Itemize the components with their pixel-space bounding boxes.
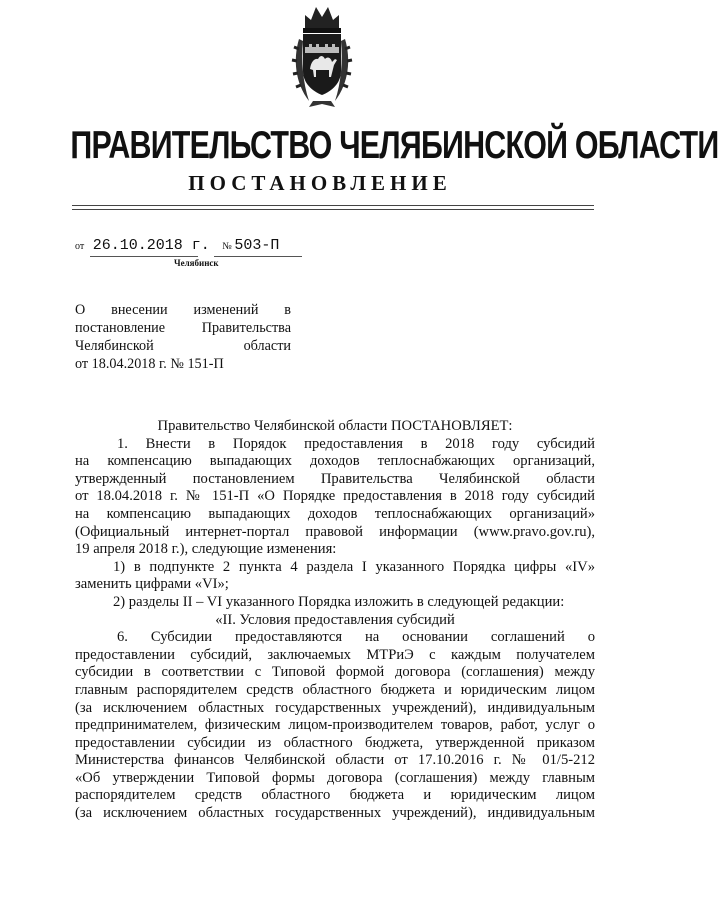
body-line: Министерства финансов Челябинской области от 17.10.2016 г. № 01/5-212 [75, 752, 595, 769]
body-line: «Об утверждении Типовой формы договора (соглашения) между главным [75, 769, 595, 786]
subject-line: О внесении изменений в [75, 302, 291, 318]
body-line: главным распорядителем средств областного бюджета и юридическим лицом [75, 681, 595, 698]
body-line: (за исключением областных государственных учреждений), индивидуальным [75, 699, 595, 716]
body-line: 1. Внести в Порядок предоставления в 2018 году субсидий [117, 435, 595, 452]
document-type: ПОСТАНОВЛЕНИЕ [188, 171, 452, 195]
body-line: (Официальный интернет-портал правовой информации (www.pravo.gov.ru), [75, 523, 595, 540]
body-line: 19 апреля 2018 г.), следующие изменения: [75, 541, 337, 558]
subject-line: от 18.04.2018 г. № 151-П [75, 356, 224, 372]
preamble: Правительство Челябинской области ПОСТАНОВЛЯЕТ: [157, 418, 513, 434]
government-title: ПРАВИТЕЛЬСТВО ЧЕЛЯБИНСКОЙ ОБЛАСТИ [70, 124, 718, 167]
body-line: предоставлении субсидии из областного бюджета, утвержденной приказом [75, 734, 595, 751]
body-line: субсидии в соответствии с Типовой формой договора (соглашения) между [75, 664, 595, 681]
document-subject [75, 301, 291, 373]
body-line: 2) разделы II – VI указанного Порядка изложить в следующей редакции: [113, 593, 565, 610]
body-line: 1) в подпункте 2 пункта 4 раздела I указанного Порядка цифры «IV» [113, 558, 595, 575]
body-line: заменить цифрами «VI»; [75, 576, 229, 593]
body-line: на компенсацию выпадающих доходов теплоснабжающих организаций, [75, 453, 595, 470]
header-divider-top [72, 205, 594, 206]
body-line: от 18.04.2018 г. № 151-П «О Порядке предоставления в 2018 году субсидий [75, 488, 595, 505]
subject-line: постановление Правительства [75, 320, 291, 336]
registration-line [75, 237, 279, 254]
subject-line: Челябинской области [75, 338, 291, 354]
body-line: 6. Субсидии предоставляются на основании соглашений о [117, 629, 595, 646]
header-divider-bottom [72, 209, 594, 210]
number-prefix: № [222, 241, 232, 252]
document-body [75, 418, 595, 823]
body-line: (за исключением областных государственных учреждений), индивидуальным [75, 805, 595, 822]
number-underline [214, 256, 302, 257]
body-line: на компенсацию выпадающих доходов теплоснабжающих организаций» [75, 505, 595, 522]
body-line: предоставлении субсидий, заключаемых МТРиЭ с каждым получателем [75, 646, 595, 663]
coat-of-arms-emblem [291, 3, 353, 109]
body-line: утвержденный постановлением Правительства Челябинской области [75, 470, 595, 487]
body-line: распорядителем средств областного бюджета и юридическим лицом [75, 787, 595, 804]
date-prefix: от [75, 241, 85, 252]
document-date: 26.10.2018 г. [92, 237, 210, 254]
body-line: предпринимателем, физическим лицом-производителем товаров, работ, услуг о [75, 717, 595, 734]
city-label: Челябинск [174, 258, 219, 268]
date-underline [90, 256, 198, 257]
document-number: 503-П [234, 237, 280, 254]
section-heading: «II. Условия предоставления субсидий [215, 611, 455, 628]
